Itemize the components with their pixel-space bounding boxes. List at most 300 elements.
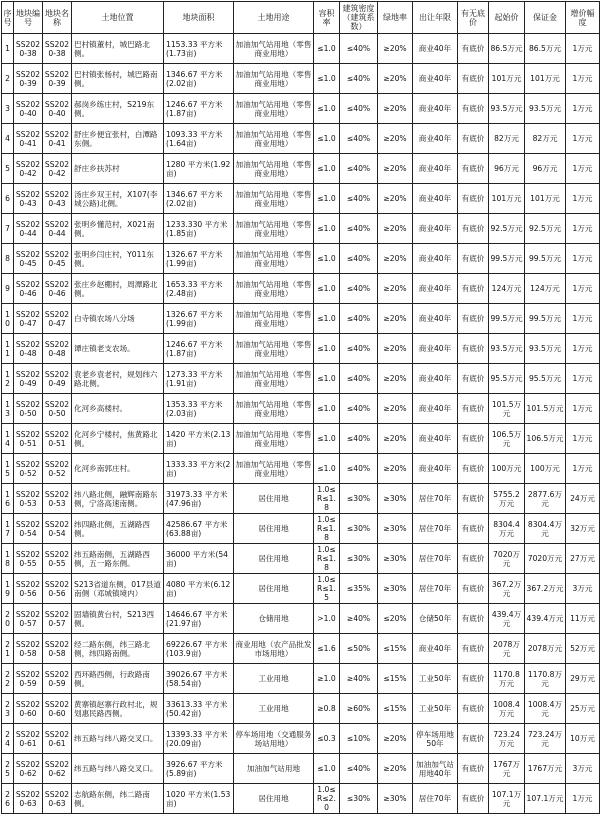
table-cell: 加油加气站用地（零售商业用地） bbox=[234, 364, 314, 394]
table-cell: 367.2万元 bbox=[489, 574, 525, 604]
table-cell: 1万元 bbox=[566, 64, 600, 94]
table-cell: 商业40年 bbox=[413, 394, 458, 424]
table-cell: 33613.33 平方米(50.42亩) bbox=[164, 694, 234, 724]
table-cell: 100万元 bbox=[525, 454, 566, 484]
table-row bbox=[2, 304, 600, 334]
table-cell: SS2020-43 bbox=[43, 184, 72, 214]
table-cell: 2078万元 bbox=[489, 634, 525, 664]
table-cell: ≥20% bbox=[378, 304, 413, 334]
table-row bbox=[2, 784, 600, 814]
table-cell: 1万元 bbox=[566, 394, 600, 424]
table-cell: 439.4万元 bbox=[525, 604, 566, 634]
table-cell: 纬四路北侧，五湖路西侧。 bbox=[72, 514, 164, 544]
table-cell: 69226.67 平方米(103.9亩) bbox=[164, 634, 234, 664]
table-cell: 96万元 bbox=[489, 154, 525, 184]
column-header: 地块名称 bbox=[43, 2, 72, 34]
table-cell: 24万元 bbox=[566, 484, 600, 514]
table-cell: 商业40年 bbox=[413, 214, 458, 244]
table-cell: 商业40年 bbox=[413, 364, 458, 394]
table-cell: ≥20% bbox=[378, 124, 413, 154]
table-cell: 居住用地 bbox=[234, 514, 314, 544]
table-cell: ≤0.3 bbox=[314, 724, 340, 754]
table-cell: ≤40% bbox=[340, 754, 378, 784]
table-cell: ≥30% bbox=[378, 544, 413, 574]
table-cell: 加油加气站用地（零售商业用地） bbox=[234, 34, 314, 64]
table-cell: 加油加气站用地 bbox=[234, 754, 314, 784]
table-cell: >1.0 bbox=[314, 604, 340, 634]
table-cell: 巴村镇张杨村，城巴路南侧。 bbox=[72, 64, 164, 94]
table-cell: 11万元 bbox=[566, 604, 600, 634]
table-cell: ≤1.0 bbox=[314, 214, 340, 244]
table-row bbox=[2, 394, 600, 424]
table-cell: 舒庄乡扶苏村 bbox=[72, 154, 164, 184]
table-cell: 西环路西侧，行政路南侧。 bbox=[72, 664, 164, 694]
table-row bbox=[2, 664, 600, 694]
table-cell: SS2020-61 bbox=[14, 724, 43, 754]
table-cell: 1008.4万元 bbox=[489, 694, 525, 724]
table-cell: SS2020-58 bbox=[14, 634, 43, 664]
table-row bbox=[2, 544, 600, 574]
table-cell: ≤30% bbox=[340, 784, 378, 814]
table-cell: 有底价 bbox=[458, 634, 489, 664]
table-cell: 仓储50年 bbox=[413, 604, 458, 634]
table-cell: 纬八路北侧，融辉南路东侧，宁洛高速南侧。 bbox=[72, 484, 164, 514]
table-cell: 124万元 bbox=[489, 274, 525, 304]
table-cell: SS2020-45 bbox=[43, 244, 72, 274]
table-cell: 居住用地 bbox=[234, 574, 314, 604]
table-cell: ≤15% bbox=[378, 664, 413, 694]
table-cell: 有底价 bbox=[458, 244, 489, 274]
table-cell: ≤40% bbox=[340, 124, 378, 154]
table-cell: SS2020-41 bbox=[43, 124, 72, 154]
table-cell: ≤1.0 bbox=[314, 124, 340, 154]
table-cell: SS2020-39 bbox=[43, 64, 72, 94]
table-cell: 92.5万元 bbox=[489, 214, 525, 244]
table-cell: 加油加气站用地（零售商业用地） bbox=[234, 454, 314, 484]
table-cell: 商业40年 bbox=[413, 334, 458, 364]
table-cell: ≤1.6 bbox=[314, 634, 340, 664]
table-cell: 商业40年 bbox=[413, 184, 458, 214]
table-cell: 1767万元 bbox=[525, 754, 566, 784]
table-cell: SS2020-44 bbox=[43, 214, 72, 244]
table-cell: 纬五路南侧，五湖路西侧，五一路东侧。 bbox=[72, 544, 164, 574]
table-cell: 1 bbox=[2, 34, 14, 64]
table-cell: ≤40% bbox=[340, 334, 378, 364]
table-cell: 有底价 bbox=[458, 694, 489, 724]
table-cell: ≤15% bbox=[378, 694, 413, 724]
table-row bbox=[2, 214, 600, 244]
table-cell: 367.2万元 bbox=[525, 574, 566, 604]
table-cell: 停车场用地（交通服务场站用地） bbox=[234, 724, 314, 754]
table-cell: SS2020-55 bbox=[43, 544, 72, 574]
column-header: 地块面积 bbox=[164, 2, 234, 34]
table-cell: ≥0.8 bbox=[314, 694, 340, 724]
table-cell: 31973.33 平方米(47.96亩) bbox=[164, 484, 234, 514]
table-cell: 439.4万元 bbox=[489, 604, 525, 634]
table-cell: 52万元 bbox=[566, 634, 600, 664]
table-cell: 纬五路与纬八路交叉口。 bbox=[72, 754, 164, 784]
table-cell: ≥60% bbox=[340, 694, 378, 724]
table-cell: 39026.67 平方米(58.54亩) bbox=[164, 664, 234, 694]
table-cell: SS2020-50 bbox=[14, 394, 43, 424]
table-cell: SS2020-39 bbox=[14, 64, 43, 94]
table-cell: SS2020-43 bbox=[14, 184, 43, 214]
table-cell: 有底价 bbox=[458, 274, 489, 304]
table-cell: 13 bbox=[2, 394, 14, 424]
table-cell: 1093.33 平方米(1.64亩) bbox=[164, 124, 234, 154]
table-row bbox=[2, 574, 600, 604]
table-cell: ≤15% bbox=[378, 634, 413, 664]
table-cell: 商业40年 bbox=[413, 34, 458, 64]
table-cell: SS2020-45 bbox=[14, 244, 43, 274]
table-cell: 有底价 bbox=[458, 154, 489, 184]
table-cell: ≤30% bbox=[340, 514, 378, 544]
table-cell: 1333.33 平方米(2亩) bbox=[164, 454, 234, 484]
table-cell: SS2020-40 bbox=[43, 94, 72, 124]
table-cell: 24 bbox=[2, 724, 14, 754]
table-cell: SS2020-53 bbox=[43, 484, 72, 514]
table-cell: 93.5万元 bbox=[489, 94, 525, 124]
table-cell: ≥20% bbox=[378, 274, 413, 304]
table-row bbox=[2, 154, 600, 184]
table-cell: 1246.67 平方米(1.87亩) bbox=[164, 334, 234, 364]
table-cell: ≤1.0 bbox=[314, 184, 340, 214]
table-cell: S213省道东侧，017县道南侧（邓城镇境内） bbox=[72, 574, 164, 604]
table-cell: 商业用地（农产品批发市场用地） bbox=[234, 634, 314, 664]
table-cell: ≥20% bbox=[378, 214, 413, 244]
table-cell: 加油加气站用地（零售商业用地） bbox=[234, 334, 314, 364]
table-cell: 商业40年 bbox=[413, 424, 458, 454]
column-header: 地块编号 bbox=[14, 2, 43, 34]
table-cell: 有底价 bbox=[458, 574, 489, 604]
table-cell: 86.5万元 bbox=[525, 34, 566, 64]
table-cell: SS2020-62 bbox=[43, 754, 72, 784]
table-cell: 1767万元 bbox=[489, 754, 525, 784]
table-cell: 93.5万元 bbox=[525, 334, 566, 364]
table-cell: ≥20% bbox=[378, 334, 413, 364]
table-cell: 有底价 bbox=[458, 64, 489, 94]
table-cell: SS2020-42 bbox=[43, 154, 72, 184]
table-cell: 1170.8万元 bbox=[525, 664, 566, 694]
table-cell: 商业40年 bbox=[413, 94, 458, 124]
table-cell: 23 bbox=[2, 694, 14, 724]
table-cell: SS2020-60 bbox=[43, 694, 72, 724]
table-row bbox=[2, 754, 600, 784]
table-row bbox=[2, 694, 600, 724]
table-cell: ≤40% bbox=[340, 304, 378, 334]
table-row bbox=[2, 184, 600, 214]
table-row bbox=[2, 244, 600, 274]
table-cell: 1万元 bbox=[566, 124, 600, 154]
table-cell: 商业40年 bbox=[413, 124, 458, 154]
column-header: 保证金 bbox=[525, 2, 566, 34]
table-cell: 加油加气站用地（零售商业用地） bbox=[234, 124, 314, 154]
table-cell: SS2020-44 bbox=[14, 214, 43, 244]
table-cell: ≤40% bbox=[340, 274, 378, 304]
table-cell: 有底价 bbox=[458, 394, 489, 424]
table-cell: 1020 平方米(1.53亩) bbox=[164, 784, 234, 814]
table-cell: 有底价 bbox=[458, 214, 489, 244]
table-cell: 工业用地 bbox=[234, 664, 314, 694]
table-cell: SS2020-59 bbox=[14, 664, 43, 694]
table-cell: 8304.4万元 bbox=[489, 514, 525, 544]
column-header: 增价幅度 bbox=[566, 2, 600, 34]
table-cell: ≥40% bbox=[340, 664, 378, 694]
table-cell: 居住用地 bbox=[234, 784, 314, 814]
table-cell: 工业用地 bbox=[234, 694, 314, 724]
column-header: 容积率 bbox=[314, 2, 340, 34]
table-cell: SS2020-46 bbox=[14, 274, 43, 304]
table-cell: ≤1.0 bbox=[314, 154, 340, 184]
table-cell: ≤40% bbox=[340, 154, 378, 184]
table-cell: 加油加气站用地（零售商业用地） bbox=[234, 274, 314, 304]
table-cell: 袁老乡袁老村，规划纬六路北侧。 bbox=[72, 364, 164, 394]
land-auction-table bbox=[1, 1, 600, 814]
table-cell: ≥20% bbox=[378, 364, 413, 394]
table-cell: 10 bbox=[2, 304, 14, 334]
table-cell: ≤1.0 bbox=[314, 364, 340, 394]
table-cell: 有底价 bbox=[458, 754, 489, 784]
table-cell: 居住用地 bbox=[234, 484, 314, 514]
table-cell: 加油加气站用地（零售商业用地） bbox=[234, 64, 314, 94]
table-cell: 加油加气站用地（零售商业用地） bbox=[234, 184, 314, 214]
table-cell: 1008.4万元 bbox=[525, 694, 566, 724]
table-cell: 1.0≤R≤1.5 bbox=[314, 574, 340, 604]
table-cell: 1万元 bbox=[566, 184, 600, 214]
table-cell: ≤40% bbox=[340, 184, 378, 214]
table-row bbox=[2, 364, 600, 394]
table-row bbox=[2, 274, 600, 304]
table-cell: 加油加气站用地40年 bbox=[413, 754, 458, 784]
table-cell: 2078万元 bbox=[525, 634, 566, 664]
table-cell: 101.5万元 bbox=[489, 394, 525, 424]
table-cell: 1.0≤R≤1.8 bbox=[314, 514, 340, 544]
table-cell: 1.0≤R≤1.8 bbox=[314, 484, 340, 514]
table-cell: SS2020-47 bbox=[43, 304, 72, 334]
table-cell: SS2020-49 bbox=[14, 364, 43, 394]
table-cell: SS2020-55 bbox=[14, 544, 43, 574]
table-cell: SS2020-52 bbox=[14, 454, 43, 484]
column-header: 有无底价 bbox=[458, 2, 489, 34]
table-cell: 1万元 bbox=[566, 34, 600, 64]
table-cell: 27万元 bbox=[566, 544, 600, 574]
table-cell: 加油加气站用地（零售商业用地） bbox=[234, 304, 314, 334]
table-cell: 101万元 bbox=[525, 184, 566, 214]
column-header: 土地位置 bbox=[72, 2, 164, 34]
table-cell: 郝岗乡练庄村，S219东侧。 bbox=[72, 94, 164, 124]
table-cell: 1353.33 平方米(2.03亩) bbox=[164, 394, 234, 424]
table-cell: 1170.8万元 bbox=[489, 664, 525, 694]
table-cell: 25万元 bbox=[566, 694, 600, 724]
table-cell: ≥20% bbox=[378, 34, 413, 64]
table-cell: ≤35% bbox=[340, 574, 378, 604]
table-cell: ≤40% bbox=[340, 424, 378, 454]
table-cell: SS2020-60 bbox=[14, 694, 43, 724]
table-cell: 19 bbox=[2, 574, 14, 604]
table-cell: 17 bbox=[2, 514, 14, 544]
table-cell: 8304.4万元 bbox=[525, 514, 566, 544]
table-row bbox=[2, 34, 600, 64]
table-cell: 张明乡闫庄村，Y011东侧。 bbox=[72, 244, 164, 274]
table-cell: 1万元 bbox=[566, 364, 600, 394]
table-cell: 12 bbox=[2, 364, 14, 394]
column-header: 出让年限 bbox=[413, 2, 458, 34]
table-cell: 1万元 bbox=[566, 214, 600, 244]
table-cell: 商业40年 bbox=[413, 454, 458, 484]
table-cell: ≤1.0 bbox=[314, 64, 340, 94]
table-cell: ≥30% bbox=[378, 484, 413, 514]
table-cell: 14 bbox=[2, 424, 14, 454]
table-cell: ≥20% bbox=[378, 64, 413, 94]
table-cell: 3万元 bbox=[566, 754, 600, 784]
table-cell: 5755.2万元 bbox=[489, 484, 525, 514]
table-cell: 1.0≤R≤2.0 bbox=[314, 784, 340, 814]
table-cell: 4080 平方米(6.12亩) bbox=[164, 574, 234, 604]
table-cell: 82万元 bbox=[489, 124, 525, 154]
table-cell: 有底价 bbox=[458, 784, 489, 814]
table-cell: 纬五路与纬八路交叉口。 bbox=[72, 724, 164, 754]
table-cell: 1万元 bbox=[566, 784, 600, 814]
table-cell: 82万元 bbox=[525, 124, 566, 154]
table-cell: 21 bbox=[2, 634, 14, 664]
table-cell: ≤1.0 bbox=[314, 304, 340, 334]
table-cell: 99.5万元 bbox=[525, 304, 566, 334]
table-cell: 有底价 bbox=[458, 664, 489, 694]
table-cell: 1.0≤R≤1.8 bbox=[314, 544, 340, 574]
table-cell: 加油加气站用地（零售商业用地） bbox=[234, 154, 314, 184]
table-cell: ≤40% bbox=[340, 364, 378, 394]
table-cell: 1153.33 平方米(1.73亩) bbox=[164, 34, 234, 64]
table-cell: 1万元 bbox=[566, 334, 600, 364]
table-cell: 1万元 bbox=[566, 304, 600, 334]
table-cell: SS2020-57 bbox=[14, 604, 43, 634]
table-cell: ≤1.0 bbox=[314, 244, 340, 274]
table-cell: 有底价 bbox=[458, 124, 489, 154]
table-cell: 1万元 bbox=[566, 454, 600, 484]
table-cell: 居住70年 bbox=[413, 784, 458, 814]
table-cell: 2877.6万元 bbox=[525, 484, 566, 514]
table-cell: SS2020-50 bbox=[43, 394, 72, 424]
table-header-row bbox=[2, 2, 600, 34]
table-cell: 7 bbox=[2, 214, 14, 244]
table-row bbox=[2, 64, 600, 94]
table-cell: 1万元 bbox=[566, 154, 600, 184]
table-cell: ≥30% bbox=[378, 784, 413, 814]
table-cell: ≤1.0 bbox=[314, 394, 340, 424]
table-cell: 加油加气站用地（零售商业用地） bbox=[234, 94, 314, 124]
table-cell: 22 bbox=[2, 664, 14, 694]
table-cell: SS2020-56 bbox=[43, 574, 72, 604]
table-cell: 汤庄乡双王村，X107(李城公路)北侧。 bbox=[72, 184, 164, 214]
table-cell: SS2020-51 bbox=[14, 424, 43, 454]
table-row bbox=[2, 454, 600, 484]
table-cell: 2 bbox=[2, 64, 14, 94]
table-cell: 36000 平方米(54亩) bbox=[164, 544, 234, 574]
table-row bbox=[2, 124, 600, 154]
table-cell: 1420 平方米(2.13亩) bbox=[164, 424, 234, 454]
table-cell: ≤40% bbox=[340, 214, 378, 244]
table-cell: 居住70年 bbox=[413, 514, 458, 544]
table-cell: ≥20% bbox=[378, 244, 413, 274]
table-cell: 3万元 bbox=[566, 574, 600, 604]
table-cell: 32万元 bbox=[566, 514, 600, 544]
table-row bbox=[2, 334, 600, 364]
table-cell: ≤40% bbox=[340, 94, 378, 124]
table-cell: 101万元 bbox=[489, 184, 525, 214]
table-cell: 16 bbox=[2, 484, 14, 514]
table-cell: 1273.33 平方米(1.91亩) bbox=[164, 364, 234, 394]
table-cell: 有底价 bbox=[458, 454, 489, 484]
table-cell: ≤30% bbox=[340, 544, 378, 574]
table-cell: SS2020-57 bbox=[43, 604, 72, 634]
table-cell: SS2020-63 bbox=[43, 784, 72, 814]
table-cell: 1万元 bbox=[566, 244, 600, 274]
table-cell: 1326.67 平方米(1.99亩) bbox=[164, 244, 234, 274]
table-cell: ≤40% bbox=[340, 394, 378, 424]
column-header: 序号 bbox=[2, 2, 14, 34]
table-cell: 723.24万元 bbox=[489, 724, 525, 754]
table-cell: 商业40年 bbox=[413, 154, 458, 184]
table-cell: ≤1.0 bbox=[314, 34, 340, 64]
table-cell: ≥20% bbox=[378, 454, 413, 484]
table-cell: 42586.67 平方米(63.88亩) bbox=[164, 514, 234, 544]
table-cell: 1346.67 平方米(2.02亩) bbox=[164, 184, 234, 214]
table-cell: 有底价 bbox=[458, 34, 489, 64]
table-cell: ≥20% bbox=[378, 394, 413, 424]
table-cell: 谭庄镇老支农场。 bbox=[72, 334, 164, 364]
table-row bbox=[2, 514, 600, 544]
table-cell: ≤30% bbox=[340, 484, 378, 514]
table-cell: 4 bbox=[2, 124, 14, 154]
table-cell: 加油加气站用地（零售商业用地） bbox=[234, 214, 314, 244]
table-cell: 1万元 bbox=[566, 424, 600, 454]
table-cell: 居住70年 bbox=[413, 544, 458, 574]
table-cell: 黄寨镇赵寨行政村北，规划惠民路西侧。 bbox=[72, 694, 164, 724]
table-cell: ≥30% bbox=[378, 574, 413, 604]
table-row bbox=[2, 424, 600, 454]
table-cell: 14646.67 平方米(21.97亩) bbox=[164, 604, 234, 634]
table-cell: 29万元 bbox=[566, 664, 600, 694]
table-row bbox=[2, 724, 600, 754]
column-header: 起始价 bbox=[489, 2, 525, 34]
table-cell: 停车场用地50年 bbox=[413, 724, 458, 754]
table-cell: SS2020-54 bbox=[43, 514, 72, 544]
table-cell: SS2020-42 bbox=[14, 154, 43, 184]
table-cell: 有底价 bbox=[458, 334, 489, 364]
table-cell: 张明乡懂范村，X021南侧。 bbox=[72, 214, 164, 244]
table-cell: 10万元 bbox=[566, 724, 600, 754]
table-row bbox=[2, 604, 600, 634]
table-cell: 7020万元 bbox=[489, 544, 525, 574]
table-cell: 20 bbox=[2, 604, 14, 634]
table-cell: 15 bbox=[2, 454, 14, 484]
table-cell: 1280 平方米(1.92亩) bbox=[164, 154, 234, 184]
table-cell: 1326.67 平方米(1.99亩) bbox=[164, 304, 234, 334]
table-cell: SS2020-38 bbox=[43, 34, 72, 64]
table-cell: 有底价 bbox=[458, 484, 489, 514]
table-cell: ≤40% bbox=[340, 64, 378, 94]
table-cell: 化河乡宁楼村，焦黄路北侧。 bbox=[72, 424, 164, 454]
table-cell: 106.5万元 bbox=[489, 424, 525, 454]
table-cell: 白寺镇农场八分场 bbox=[72, 304, 164, 334]
table-cell: 1246.67 平方米(1.87亩) bbox=[164, 94, 234, 124]
table-cell: 固墙镇黄台村，S213西侧。 bbox=[72, 604, 164, 634]
table-cell: SS2020-63 bbox=[14, 784, 43, 814]
table-cell: 107.1万元 bbox=[525, 784, 566, 814]
table-cell: 经二路东侧，纬三路北侧，纬四路南侧。 bbox=[72, 634, 164, 664]
table-cell: 96万元 bbox=[525, 154, 566, 184]
table-cell: ≤40% bbox=[340, 454, 378, 484]
